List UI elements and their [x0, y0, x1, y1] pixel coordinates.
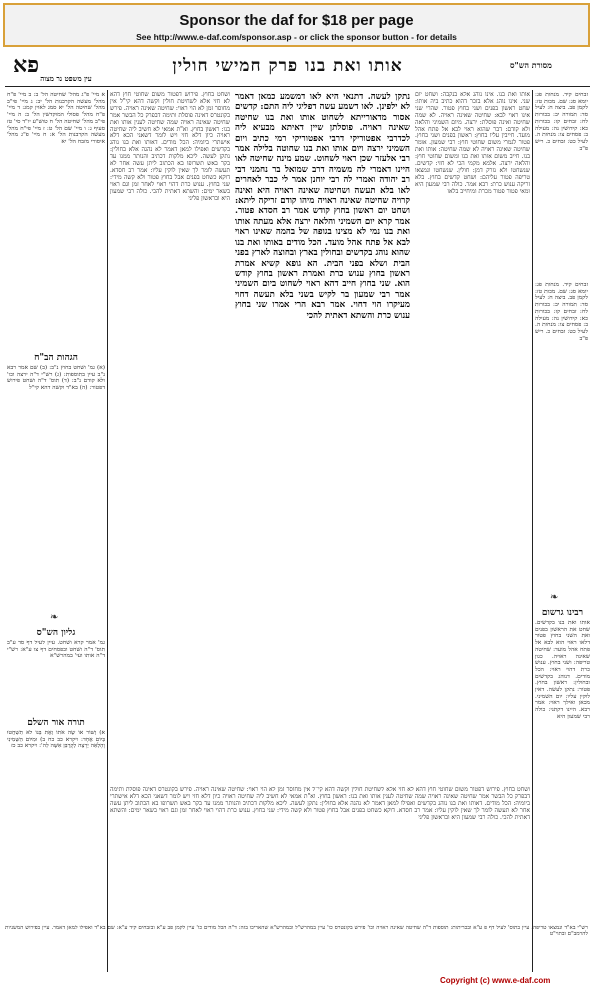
banner-subtitle[interactable]: See http://www.e-daf.com/sponsor.asp - or click the sponsor button - for details [136, 32, 457, 42]
banner-title[interactable]: Sponsor the daf for $18 per page [179, 12, 414, 29]
column-rule [532, 90, 533, 972]
commentary-continuation: ושחט בחוץ. פירוש דפטור משום שחוטי חוץ דהא לא חזי אלא לשחיטת חולין וקשה דהא קי"ל אין מחוסר זמן לא הוי ראוי: שחיטה שאינה ראויה. פירש בקונטרס דאינה פוסלת ותימה דבפרק כל הבשר אמר שחיטה שאינה ראויה שמה שחיטה לענין אותו ואת בנו: ראשון בחוץ. וא"ת אמאי לא חשיב ליה שחיטה ראויה כיון דלא חזי ויש לומר דשאני הכא דלא אישתרי ביומיה: הכל מודים. דאותו ואת בנו נוהג בקדשים ואפילו למאן דאמר לא נהגה אלא בחולין: נתקן לעשה. ליכא מלקות דכתיב והנותר ממנו עד בקר באש תשרופו בא הכתוב ליתן עשה אחר לא תעשה לומר לך שאין לוקין עליו: אמר רב חסדא. דוקא כשחט בפנים אבל בחוץ פטור ולא קשה מידי: שני בחוץ. ענוש כרת דהוי ראוי לאחר זמן וגם ראוי בשאר ימים: והשתא דאתית להכי. כולה רבי שמעון היא ובראשון פליגי [110, 787, 530, 821]
hagahot-title: הגהות הב"ח [34, 353, 78, 363]
ein-mishpat-heading: עין משפט נר מצוה [40, 74, 92, 83]
hagahot-column: (א) גמ' ושחט בחוץ נ"ב: (ב) שם אמר רבא נ"ב עיין בתוספות: (ג) רש"י ד"ה ירצה וכו' ולא קודם נ"ב: (ד) תוס' ד"ה ושחט פירוש דפטור: (ה) בא"ד וקשה דהא קי"ל [7, 365, 105, 392]
ornament-divider-left: ❧ [50, 612, 59, 623]
ein-mishpat-column: א מיי' פ"ג מהל' שחיטה הל' ב: ב מיי' פ"ח מהל' מעשה הקרבנות הל' יב: ג מיי' פי"ב מהל' שחיטה הל' יא סמג לאוין קמג: ד מיי' פ"ח מהל' פסולי המוקדשין הל' ב: ה מיי' פי"ב מהל' שחיטה הל' ח טוש"ע יו"ד סי' טז סעיף ג: ו מיי' שם הל' ט: ז מיי' פי"ח מהל' מעשה הקרבנות הל' א: ח מיי' פ"ג מהל' איסורי מזבח הל' יא [7, 92, 105, 145]
column-rule [107, 90, 108, 972]
masoret-hashas-notes: זבחים קיד. מנחות פג: יומא סג: שם. מכות טז: לקמן פב. ביצה ח: לעיל סד: תמורה יב: בכורות לח: זבחים קז: בכורות כא: קידושין נה: מעילה ב: פסחים צו: מנחות ה. לעיל כט: זבחים כ. ריש פ"ב [535, 282, 588, 342]
rabbeinu-gershom-title: רבינו גרשום [541, 608, 584, 618]
talmud-page [5, 52, 590, 974]
rabbeinu-gershom-column: אותו ואת בנו בקדשים. שחט את הראשון בפנים ואת השני בחוץ פטור דלאו ראוי הוא לבא אל פתח אהל מועד: שחיטה שאינה ראויה. כגון טריפה: ושני בחוץ. ענוש כרת דהוי ראוי: הכל מודים. דנוהג בקדשים ובחולין: ראשון בחוץ. פטור: נתקן לעשה. דאין לוקין עליו: יום השמיני. מכאן ואילך ראוי: אמר רבא. היינו דקתני: כולה רבי שמעון היא [535, 620, 590, 720]
tosafot-column: ושחט בחוץ. פירוש דפטור משום שחוטי חוץ דהא לא חזי אלא לשחיטת חולין וקשה דהא קי"ל אין מחוסר זמן לא הוי ראוי: שחיטה שאינה ראויה. פירש בקונטרס דאינה פוסלת ותימה דבפרק כל הבשר אמר שחיטה שאינה ראויה שמה שחיטה לענין אותו ואת בנו: ראשון בחוץ. וא"ת אמאי לא חשיב ליה שחיטה ראויה כיון דלא חזי ויש לומר דשאני הכא דלא אישתרי ביומיה: הכל מודים. דאותו ואת בנו נוהג בקדשים ואפילו למאן דאמר לא נהגה אלא בחולין: נתקן לעשה. ליכא מלקות דכתיב והנותר ממנו עד בקר באש תשרופו בא הכתוב ליתן עשה אחר לא תעשה לומר לך שאין לוקין עליו: אמר רב חסדא. דוקא כשחט בפנים אבל בחוץ פטור ולא קשה מידי: שני בחוץ. ענוש כרת דהוי ראוי לאחר זמן וגם ראוי בשאר ימים: והשתא דאתית להכי. כולה רבי שמעון היא ובראשון פליגי [110, 92, 230, 202]
torah-or-column: א) וְשׁוֹר אוֹ שֶׂה אֹתוֹ וְאֶת בְּנוֹ לֹא תִשְׁחֲטוּ בְּיוֹם אֶחָד: ויקרא כב כח ב) וּמִיּוֹם הַשְּׁמִינִי וָהָלְאָה יֵרָצֶה לְקָרְבַּן אִשֶּׁה לַה': ויקרא כב כז [7, 730, 105, 750]
page-header-title: אותו ואת בנו פרק חמישי חולין [172, 56, 403, 76]
folio-number: פא [13, 52, 40, 78]
gilyon-hashas-title: גליון הש"ס [36, 628, 76, 638]
ornament-divider: ❧ [550, 592, 559, 603]
gilyon-hashas-column: גמ' אמר קרא ושחט. עיין לעיל דף סד ע"ב תוס' ד"ה ושחט ובפסחים דף צו ע"א: רש"י ד"ה אותו ועי' במהרש"א [7, 640, 105, 660]
header-rule [5, 86, 590, 87]
sponsor-banner[interactable] [3, 3, 590, 47]
bottom-notes: רש"י בא"ד ונמצאו טריפה. עיין בתוס' לעיל דף פ ע"א ובכריתות: תוספות ד"ה שחיטה שאינה ראויה וכו' פירש בקונטרס כו' עיין במהרש"ל ובמהרש"א שהאריכו בזה: ד"ה הכל מודים כו' עיין לקמן פב ע"א ובזבחים קיד ע"א: שם בא"ד ואפילו למאן דאמר. עיין בפירוש המשניות להרמב"ם ובתוי"ט [5, 925, 588, 938]
masoret-hashas-column: זבחים קיד. מנחות פג: יומא סג: שם. מכות טז: לקמן פב. ביצה ח: לעיל סד: תמורה יב: בכורות לח: זבחים קז: בכורות כא: קידושין נה: מעילה ב: פסחים צו: מנחות ה. לעיל כט: זבחים כ. ריש פ"ב [535, 92, 588, 152]
gemara-text: נתקן לעשה. דתנאי היא לאו דמשמע כמאן דאמר לא ילפינן. לאו דשמע עשה דפליגי ליה התם: קדשים אסור מדאורייתא לשחוט אותו ואת בנו שחיטה שאינה ראויה. פוסלתן שיין דאיתא מבעיא ליה לכדרבי אפטוריקי דרבי אפטוריקי רמי כתיב ויום השמיני ירצה ויום אותו ואת בנו שחוטה בלילה אמר רבי אלעזר שכן ראוי לשחוט. שמע מינה שחיטה לאו היינו דאמרי לה משמיה דרב שמואל בר נחמני דבי רב יהודה ואמרי לה רבי יוחנן אמר לי כבר לאחרים לאו בלא תעשה ושחיטה שאינה ראויה היא ואינה קרויה שחיטה שאינה ראויה מיהו קודם זריקה ליתא: ושחט יום ראשון בחוץ קודש אמר רב חסדא פטור. אמר קרא יום השמיני והלאה ירצה אלא מעתה אותו ואת בנו נמי לא מצינו בגופה של בהמה שאינו ראוי לבא אל פתח אהל מועד. הכל מודים באותו ואת בנו שהוא נוהג בקדשים ובחולין בארץ ובחוצה לארץ בפני הבית ושלא בפני הבית. הא גופא קשיא אמרת ראשון בחוץ ענוש כרת ואמרת ראשון בחוץ קודש הוא. שני בחוץ חייב דהא ראוי לשחוט ביום השמיני אמר רבי שמעון בר לקיש בשני בלא תעשה דחוי מעיקרו הוי דחוי. אמר רבא הרי אמרו שני בחוץ ענוש כרת והשתא דאתית להכי [235, 92, 410, 321]
masoret-hashas-heading: מסורת הש"ס [510, 60, 552, 70]
torah-or-title: תורה אור השלם [27, 718, 85, 728]
rashi-column: אותו ואת בנו. אינו נוהג אלא בנקבה: ושחט יום שני. אינו נוהג אלא בזכר דהוא כתיב ביה אותו: שחט ראשון בפנים ושני בחוץ פטור. שהרי שני אינו ראוי לבא: שחיטה שאינה ראויה. לא שמה שחיטה ואינה פוסלת: ירצה. מיום השמיני והלאה ולא קודם: דבר שהוא ראוי לבא אל פתח אהל מועד. חייבין עליו בחוץ: ראשון בפנים ושני בחוץ. פטור לגמרי משום שחוטי חוץ: רבי שמעון. אומר שחיטה שאינה ראויה לא שמה שחיטה: אותו ואת בנו. חייב משום אותו ואת בנו ומשום שחוטי חוץ: והלאה ירצה. אלמא מקמי הכי לא חזי: קדשים. שנשחטו ולא נזרק דמן: חולין. שנשחטו ונמצאו טריפה פטור עליהם: ושחט קדשים בחוץ. בלא זריקה ענוש כרת: רבא אמר. כולה רבי שמעון היא ומאי פטור פטור מכרת ומיחייב בלאו [415, 92, 530, 195]
copyright-link[interactable]: Copyright (c) www.e-daf.com [440, 976, 551, 985]
